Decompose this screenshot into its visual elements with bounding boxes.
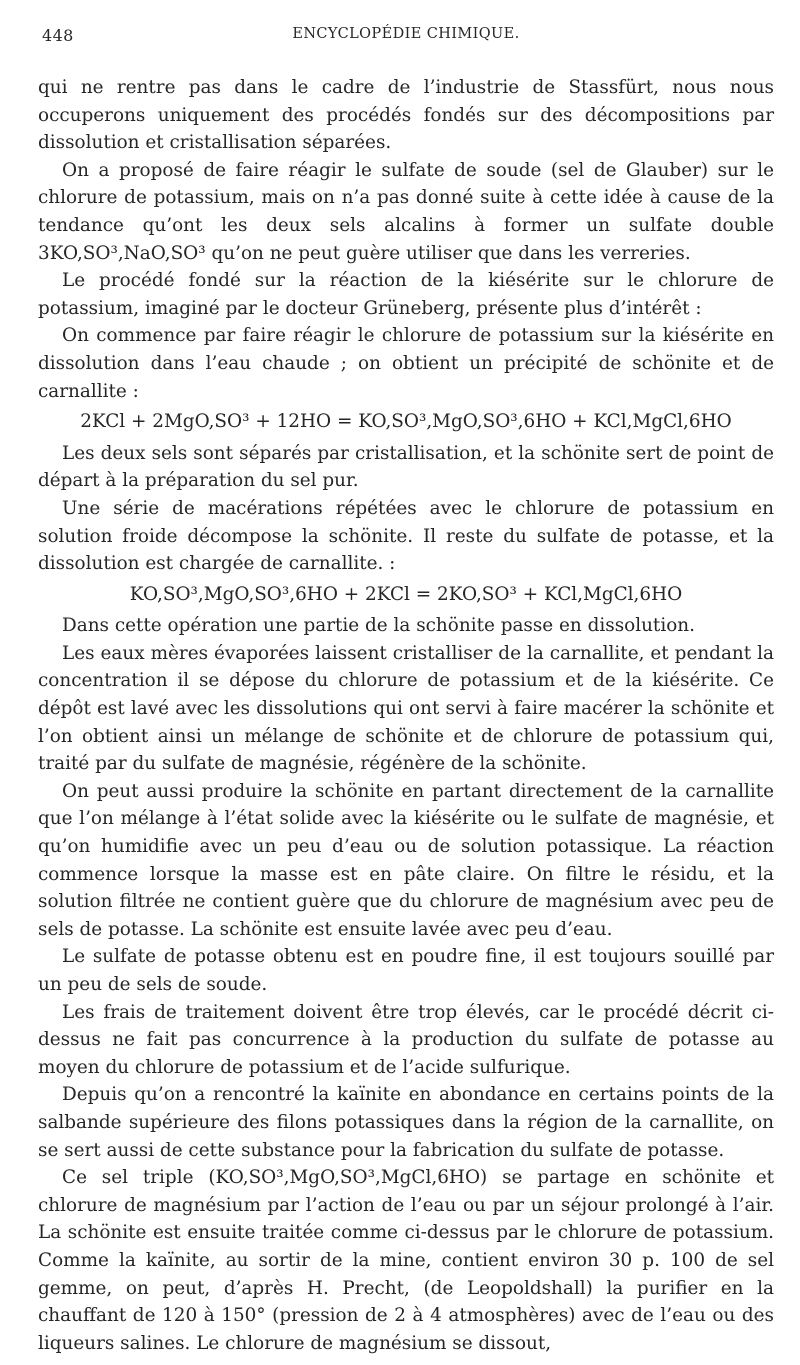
chemical-equation: 2KCl + 2MgO,SO³ + 12HO = KO,SO³,MgO,SO³,6HO + KCl,MgCl,6HO [80,411,732,433]
paragraph: On peut aussi produire la schönite en partant directement de la carnallite que l’on mélange à l’état solide avec la kiésérite ou le sulfate de magnésie, et qu’on humidifie avec un peu d’eau ou de solution potassique. La réaction commence lorsque la masse est en pâte claire. On filtre le résidu, et la solution filtrée ne contient guère que du chlorure de magnésium avec peu de sels de potasse. La schönite est ensuite lavée avec peu d’eau. [38,780,774,940]
paragraph: Les eaux mères évaporées laissent cristalliser de la carnallite, et pendant la concentration il se dépose du chlorure de potassium et de la kiésérite. Ce dépôt est lavé avec les dissolutions qui ont servi à faire macérer la schönite et l’on obtient ainsi un mélange de schönite et de chlorure de potassium qui, traité par du sulfate de magnésie, régénère de la schönite. [38,642,774,775]
paragraph: On a proposé de faire réagir le sulfate de soude (sel de Glauber) sur le chlorure de potassium, mais on n’a pas donné suite à cette idée à cause de la tendance qu’ont les deux sels alcalins à former un sulfate double 3KO,SO³,NaO,SO³ qu’on ne peut guère utiliser que dans les verreries. [38,159,774,264]
paragraph: Ce sel triple (KO,SO³,MgO,SO³,MgCl,6HO) se partage en schönite et chlorure de magnésium par l’action de l’eau ou par un séjour prolongé à l’air. La schönite est ensuite traitée comme ci-dessus par le chlorure de potassium. Comme la kaïnite, au sortir de la mine, contient environ 30 p. 100 de sel gemme, on peut, d’après H. Precht, (de Leopoldshall) la purifier en la chauffant de 120 à 150° (pression de 2 à 4 atmosphères) avec de l’eau ou des liqueurs salines. Le chlorure de magnésium se dissout, [38,1167,774,1354]
paragraph: qui ne rentre pas dans le cadre de l’industrie de Stassfürt, nous nous occuperons uniquement des procédés fondés sur des décompositions par dissolution et cristallisation séparées. [38,77,774,154]
paragraph: Le procédé fondé sur la réaction de la kiésérite sur le chlorure de potassium, imaginé par le docteur Grüneberg, présente plus d’intérêt : [38,270,774,319]
paragraph: Une série de macérations répétées avec le chlorure de potassium en solution froide décompose la schönite. Il reste du sulfate de potasse, et la dissolution est chargée de carnallite. : [38,497,774,575]
paragraph: Dans cette opération une partie de la schönite passe en dissolution. [62,615,695,637]
running-title: ENCYCLOPÉDIE CHIMIQUE. [292,26,520,42]
paragraph: Le sulfate de potasse obtenu est en poudre fine, il est toujours souillé par un peu de sels de soude. [38,946,774,995]
paragraph: Depuis qu’on a rencontré la kaïnite en abondance en certains points de la salbande supérieure des filons potassiques dans la région de la carnallite, on se sert aussi de cette substance pour la fabrication du sulfate de potasse. [38,1084,774,1161]
paragraph: On commence par faire réagir le chlorure de potassium sur la kiésérite en dissolution dans l’eau chaude ; on obtient un précipité de schönite et de carnallite : [38,325,774,402]
page-header [38,22,774,48]
paragraph: Les deux sels sont séparés par cristallisation, et la schönite sert de point de départ à la préparation du sel pur. [38,442,774,492]
page-number: 448 [42,26,74,45]
body-text [38,74,774,1357]
paragraph: Les frais de traitement doivent être trop élevés, car le procédé décrit ci-dessus ne fait pas concurrence à la production du sulfate de potasse au moyen du chlorure de potassium et de l’acide sulfurique. [38,1001,774,1078]
chemical-equation: KO,SO³,MgO,SO³,6HO + 2KCl = 2KO,SO³ + KCl,MgCl,6HO [129,583,683,605]
